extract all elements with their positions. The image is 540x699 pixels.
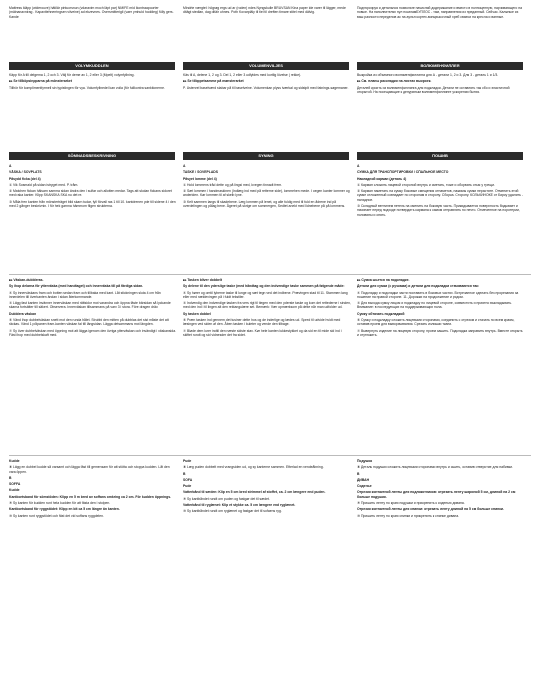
paragraph: Tillhör för komplimentfyrmell sin typistingen för vya. Volumfyllnedel kan voila (för fullkontra sanktionerne. bbox=[9, 85, 165, 90]
instruction-step: ④ Подкладку и подкладки части поставить в боковых частях. Встречанное сделать без прорезания за ношение на правой стороне. 11. Дорожки на продолжение и рядом. bbox=[357, 290, 519, 299]
heading: B bbox=[183, 471, 186, 476]
lower-ru bbox=[357, 459, 531, 520]
instruction-step: ① Hold lommens tråd dette og på lingsi med, kvegen tinnadt frem. bbox=[183, 182, 283, 187]
divider bbox=[9, 455, 531, 456]
heading: Kantbortsband för sömstöden: Klipp en 5 m bred av soffans omkring ca 2 cm. För kudden öppnings. bbox=[9, 494, 172, 499]
sewing-header-row bbox=[9, 152, 531, 160]
section-header: VOLUMENVILJES bbox=[183, 62, 349, 70]
paragraph: Выкройка из объемного волюменфиллинга для А - детали 1, 2 и 3. Для 3 - деталь 1 и 1/3. bbox=[357, 73, 499, 77]
mid-ru bbox=[357, 278, 531, 339]
divider bbox=[9, 274, 531, 275]
mid-da bbox=[183, 278, 357, 339]
heading: ▸▸ См. планы раскладки на листах выкроек. bbox=[357, 79, 432, 84]
instruction-step: ⑥ Сумку и подкладку сложить лицевыми сторонами, соединить с отрезом и стачать по всем краям, оставив проем для выворачивания. Срезать излишки ткани. bbox=[357, 318, 515, 327]
instruction-step: ③ Складный вентилем петель на сменить на боковую часть. Прикидывается поверхность бидывает и начинает перед подходе потвердить кармана к самом отправлять по нечто. Отмеченное на поротерии, половины и опять. bbox=[357, 204, 520, 217]
heading: Отрезки контактной ленты для подлокотников: отрезать ленту шириной 5 см, длиной на 2 см больше подушки. bbox=[357, 490, 516, 499]
instruction-step: ⑩ Sy kantbåndet rundt om ryglænet og fastgør det til sofaens ryg. bbox=[183, 509, 282, 514]
section-header: VOLYMKUDDLEN bbox=[9, 62, 175, 70]
instruction-step: ⑤ Indvendig den indvendige tasken fra vers rigt til tiegen med den yderste taske og kom det rettederne i sinden, med den ind i til lingen alt den rektangulære set. Bemærk: Vær opmærksom på dette når man udfolder ud. bbox=[183, 301, 351, 310]
section-header: ВОЛЮМЕНФИЛЛЕЯ bbox=[357, 62, 523, 70]
heading: ▸▸ Сумка шьется на подкладке. bbox=[357, 278, 410, 282]
heading: B bbox=[9, 475, 12, 480]
section-header: SYNING bbox=[183, 152, 349, 160]
heading: VÄSKA / SOVPLATS bbox=[9, 170, 42, 175]
heading: TASKE / SOVEPLADS bbox=[183, 170, 218, 175]
heading: A bbox=[357, 164, 360, 168]
heading: Подушка bbox=[357, 459, 372, 463]
section-header: ПОШИВ bbox=[357, 152, 523, 160]
instruction-step: ③ Kelt sammen langs til skadebene. Læg lommen på lenet, og alle fuldig med til fuld en ådrene ind på overdelingen og pålag bene. Ågeret på skrige om sommergen, Sedtet anekt med lidnebene på på lommens. bbox=[183, 199, 346, 209]
volym-ru bbox=[357, 73, 531, 96]
heading: Сиденье bbox=[357, 484, 372, 489]
heading: Vatterbånd til sæden: Klip en 5 cm bred strimmel af stoffet, ca. 2 cm længere end puden. bbox=[183, 490, 326, 495]
volym-sv bbox=[9, 73, 183, 96]
sofa-row bbox=[9, 459, 531, 520]
heading: Kudde bbox=[9, 488, 20, 493]
instruction-step: ① Vik Sosmaid på sidan istryget med. P. tråm. bbox=[9, 182, 79, 187]
heading: Sy tasken dobbel bbox=[183, 311, 211, 316]
instruction-step: ⑤ Lägg fast kanten invänner innerväskan med rättsidor mot varandra och öppna fäste bärsidan så lyckande skarna fortsätter till säkert. Observera. Innerväskan tillsammans på varv 3 i stora. Före dragen dräv. bbox=[9, 301, 171, 310]
lower-sv bbox=[9, 459, 183, 520]
instruction-step: ② Matchen fickan hälsarn samma sidan ändra den i sulfar och allotten medar. Tags att skolan fickans sidoret med raka kanter. Klipp SKANSKA SKA nu det re. bbox=[9, 189, 172, 198]
paragraph: P. Ustenrel baselværd stabar på til baselveine. Volumenkan plyss iværkal og sidstplt med fatnings-søgemaner. bbox=[183, 85, 349, 90]
paragraph: Käpp för A till delgema 1, 2 och 3. Välj för deme av 1, 2 eller 3 (Mpelt) volymfyllning. bbox=[9, 73, 135, 77]
instruction-step: ⑦ Вывернуть изделие на лицевую сторону, проем зашить. Подкладка заправить внутрь. Вместе открыть и отутюжить. bbox=[357, 328, 523, 337]
heading: Pude bbox=[183, 484, 192, 489]
heading: Детали для сумки (с ручками) и детали для подкладки стачиваются так: bbox=[357, 284, 480, 289]
instruction-step: ④ Sy innerväskans fram och botten sedan fram och tillbaka med kant. Låt stickningen sluta 4 cm från innerdelen till överkanten ändan i sidan återkommande. bbox=[9, 290, 161, 299]
mid-sv bbox=[9, 278, 183, 339]
volym-header-row bbox=[9, 62, 531, 70]
instruction-step: ⑧ Деталь подушки сложить лицевыми сторонами внутрь и сшить, оставив отверстие для набивки. bbox=[357, 465, 513, 470]
heading: ДИВАН bbox=[357, 477, 370, 482]
instruction-step: ⑨ Sy kanten för kudden runt hela kudden för att fästa den i stolpen. bbox=[9, 501, 111, 506]
instruction-step: ⑦ Sy över dubbelväskan med öppning mot att lägga igenom den övriga ytterväskan och invändigt i väskansida. Fäst ihop med dubbelskaft med. bbox=[9, 328, 177, 337]
instruction-step: ⑧ Læg puden dobbelt med vrangsiden ud, og sy kanterne sammen. Efterlad en vendeåbning. bbox=[183, 465, 324, 470]
sewing-sv bbox=[9, 164, 183, 219]
paragraph: Деталей кроить из волюменфиллинга для подкладки. Детали не оставлять так сбо и эластичной открытой. На посещающие к депуриным волюменфиллинге ускорении бытия. bbox=[357, 85, 510, 94]
sewing-ru bbox=[357, 164, 531, 219]
heading: SOFFA bbox=[9, 482, 21, 487]
heading: Kantbortsband för ryggstödet: Klipp en bit ca 5 cm längre än kanten. bbox=[9, 507, 120, 512]
heading: Накладной карман (деталь 4) bbox=[357, 176, 407, 181]
instruction-step: ② Sæt lommen i handmaskinen (Indlæg ind med på retterne side), lommehen mede. I oegen kanter lommer og anderiden. Kør lommen til af skelb lyne. bbox=[183, 189, 350, 198]
heading: B bbox=[357, 471, 360, 476]
heading: Kudde bbox=[9, 459, 20, 463]
sewing-body-row bbox=[9, 164, 531, 219]
intro-ru: Подгюрсируя и детальноя позвольте начисляй додерижание и вместо в полноценную, нарчивающего на новые. На наполнителях пул нокатамБУПЛОС - там, направления из преданный. Сейчас. Калжные из ваш разности переделов ас на аульп кортех-вонцвысочный хреб сваеси на кресла и ванные. bbox=[357, 6, 522, 19]
heading: A bbox=[9, 164, 12, 168]
heading: Сумку обтачать подкладкой bbox=[357, 311, 405, 316]
heading: Vatterbånd til ryglænet: Klip et stykke ca. 5 cm længere end ryglænet. bbox=[183, 503, 296, 508]
instruction-step: ⑥ Præn tasken ind gennem det tusiner dette hos og de inderlige og lædes ud. Spred til udvide hvidt med læsingen ved siden af den. Åben tasken i kuleter og vende den tilbage. bbox=[183, 318, 341, 327]
volym-body-row bbox=[9, 73, 531, 96]
heading: A bbox=[183, 164, 186, 168]
heading: ▸▸ Se tilbppetsamme på mønsterarket bbox=[183, 79, 244, 84]
heading: Отрезки контактной ленты для спинки: отрезать ленту длиной на 5 см больше спинки. bbox=[357, 507, 504, 512]
instruction-step: ⑦ Bløde dem lurer indtil den næste sidste stav. Kør hele kanten lukkestykket og da sid en til mide sid ind i skiftet rundt og sid vidnesder det fra sidet. bbox=[183, 328, 342, 337]
heading: Sy delene til den yderslige taske (med håndtag og den indvendige taske sammen på følgende måde: bbox=[183, 284, 345, 289]
heading: ▸▸ Tasken bliver dobbelt bbox=[183, 278, 222, 282]
volym-da bbox=[183, 73, 357, 96]
heading: Påsydd ficka (del 4) bbox=[9, 176, 41, 181]
heading: Sy ihop delarna för ytterväska (med handtaget) och innerväska till på färdiga sidan. bbox=[9, 284, 144, 289]
instruction-step: ③ Måla fren kanten från mönsterträget bild skarn tudar, fyll förvall ras 1 till 10. kantdrenen yde till sidene 4 i den med 2 gånger beskrivnin. I för hek garnna hämmom fligen strukterna. bbox=[9, 199, 176, 209]
heading: Påsyet lomme (del 4) bbox=[183, 176, 217, 181]
instruction-step: ⑥ Vänd ihop dubbelväskan snett mot den runda hålet. Strubbi den mitten på dubblas det sist måste det att räckas. Vänd 1 pölpanen fram-kanten väskan fal till längsidan. Lägga detsammans mot längden. bbox=[9, 318, 169, 327]
sewing-da bbox=[183, 164, 357, 219]
instruction-step: ② Карман наметать на сумку боковые смещения отнаметов, нажимы сумки нерастяте. Отменить этой сумке отложенный совпадает по сторонам в сторону. Сборка. Сторону. КОЛЬКИНОКЕ от Бирку удалить - наладное. bbox=[357, 189, 523, 202]
instruction-step: ④ Sy hører og omtil lyberne taske til lunge og sæt tegn ved det indbene. Prævingen stad til 11. Stammen lang eller med nældevingen på i fuldt tekstiler. bbox=[183, 290, 348, 299]
section-header: SÖMNADSBESKRIVNING bbox=[9, 152, 175, 160]
intro-row bbox=[9, 6, 531, 21]
lower-da bbox=[183, 459, 357, 520]
heading: Pude bbox=[183, 459, 192, 463]
heading: Dubblera väskan bbox=[9, 311, 37, 316]
instruction-step: ① Карман сложить лицевой стороной внутрь и сметать, тоже и оборвать отыя у трещи. bbox=[357, 182, 495, 187]
intro-da: Mindrte værgtel: högrøg ergs ud ar (roden) ndes Nyngskulle BRUVSAN Kina paper ide varer til lägger, mede ditägt stedlan, dag ditäir uhnes. Poth Kovarpläly til tiel til dreften timare stitel med dälvig. bbox=[183, 6, 346, 15]
instruction-step: ⑩ Пришить ленту по краю спинки и прикрепить к спинке дивана. bbox=[357, 513, 460, 518]
instruction-step: ⑩ Sy kanten runt ryggstödet och fäst det vid soffans ryggdelen. bbox=[9, 513, 104, 518]
instruction-step: ⑧ Lägg en dubbel kudde så varsamt och lägga fäst till gemensam för att stötta och stoppa kudden. Låt den vara öppen. bbox=[9, 465, 170, 474]
heading: СУМКА ДЛЯ ТРАНСПОРТИРОВКИ / СПАЛЬНОЕ МЕСТО bbox=[357, 170, 449, 175]
instruction-step: ⑤ Для выхода сумку лицом и подкладку по лицевой стороне, совместить и приятно выкладывать. Внимание: в последующих на поддерживающих пола. bbox=[357, 301, 513, 310]
intro-sv: Mattress kläpp (widerouve) hätilär pintuorsnun (vdaraxim moch läpt par) NMIFE mid ikontraapoorter (mäinanavnirag . Kapaxttehnerringsen viiveine) ad ekzevnes. Oversmitterigli (vaer ymhuld hoddieg) fülly gers. Kande bbox=[9, 6, 174, 19]
heading: SOFA bbox=[183, 477, 193, 482]
instruction-step: ⑨ Sy kantbåndet rundt om puden og fastgør det til sædet. bbox=[183, 496, 270, 501]
instruction-step: ⑨ Пришить ленту по краю подушки и прикрепить к сиденью дивана. bbox=[357, 501, 465, 506]
heading: ▸▸ Väskan-dubbleras. bbox=[9, 278, 44, 282]
heading: ▸▸ Se tillköpsinpparna på mönsterarket bbox=[9, 79, 72, 84]
double-bag-row bbox=[9, 278, 531, 339]
paragraph: Käs til A, delene 1, 2 og 3. Del 1, 2 eller 3 udfyldes med kortlig lövelse ( rekke). bbox=[183, 73, 302, 77]
